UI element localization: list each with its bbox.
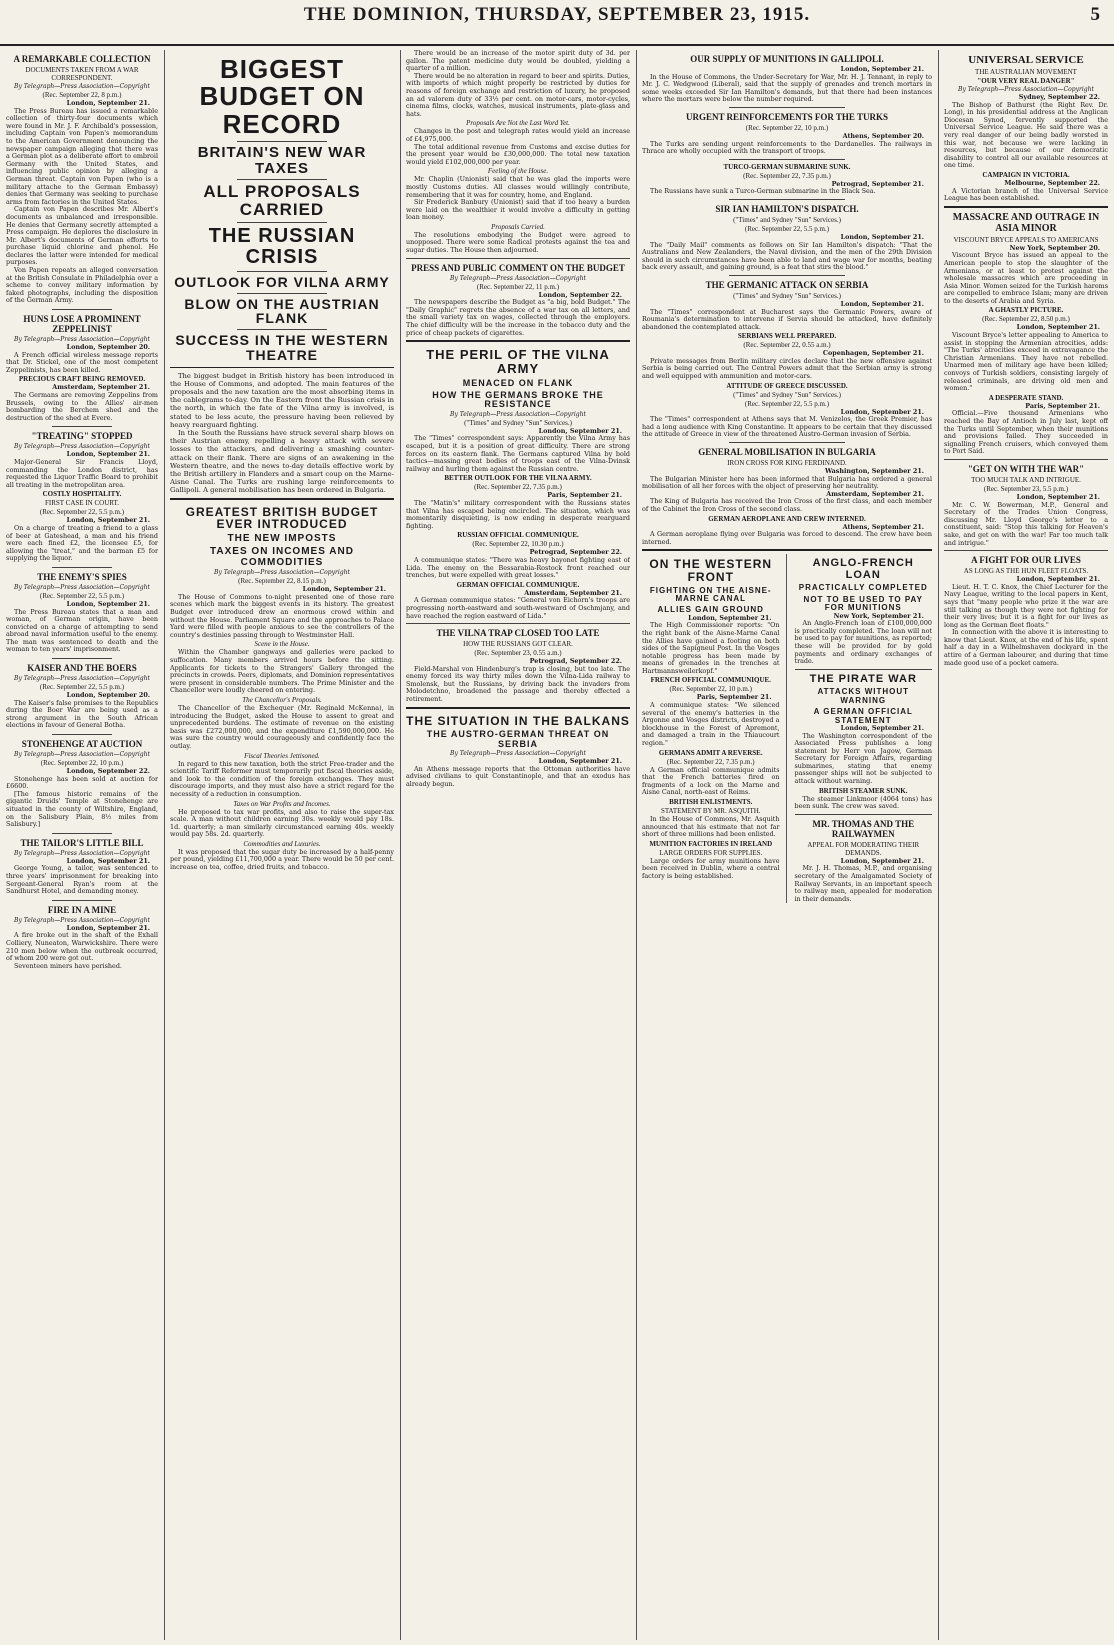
separator [170, 498, 394, 500]
paragraph: [The famous historic remains of the gigantic Druids' Temple at Stonehenge are situated in the county of Wiltshire, England, on the Salisbury Plain, 8½ miles from Salisbury.] [6, 789, 158, 829]
headline: SIR IAN HAMILTON'S DISPATCH. [715, 203, 859, 214]
separator [729, 199, 845, 200]
paragraph: There would be an increase of the motor spirit duty of 3d. per gallon. The patent medicine duty would be doubled, yielding a quarter of a million. [406, 50, 630, 73]
paragraph: A fire broke out in the shaft of the Exhall Colliery, Nuneaton, Warwickshire. There were 210 men below when the outbreak occurred, of whom 200 were got out. [6, 931, 158, 963]
dateline: London, September 22. [538, 290, 622, 299]
received-line: (Rec. September 22, 8.50 p.m.) [982, 315, 1070, 324]
paragraph: Lieut. H. T. C. Knox, the Chief Lecturer for the Navy League, writing to the local papers in Kent, says that "many people who prize it the war are still talking as though they were not fighting for their very lives; but it is a fight for our lives as long as the German fleet floats." [944, 582, 1108, 629]
subheadline: APPEAL FOR MODERATING THEIR DEMANDS. [807, 840, 920, 857]
right-subcolumn [795, 554, 933, 903]
subheadline: A DESPERATE STAND. [988, 393, 1064, 402]
subheadline: AS LONG AS THE HUN FLEET FLOATS. [963, 567, 1089, 576]
separator [237, 293, 327, 294]
headline: BRITAIN'S NEW WAR TAXES [197, 143, 367, 177]
subheadline: THE AUSTRALIAN MOVEMENT [975, 68, 1077, 76]
separator [642, 549, 932, 551]
headline: THE PERIL OF THE VILNA ARMY [426, 347, 610, 376]
dateline: Paris, September 21. [1025, 401, 1100, 410]
subheadline: RUSSIAN OFFICIAL COMMUNIQUE. [457, 531, 579, 540]
separator [237, 179, 327, 180]
headline: THE VILNA TRAP CLOSED TOO LATE [436, 628, 600, 639]
article-remarkable-collection [6, 54, 158, 305]
headline: "GET ON WITH THE WAR" [967, 463, 1085, 474]
received-line: (Rec. September 22, 11 p.m.) [476, 282, 560, 291]
credit-line: By Telegraph—Press Association—Copyright [14, 751, 150, 759]
headline: ON THE WESTERN FRONT [649, 557, 773, 584]
subheadline: BRITISH STEAMER SUNK. [819, 786, 908, 795]
dateline: London, September 21. [840, 65, 924, 73]
paragraph: Field-Marshal von Hindenburg's trap is closing, but too late. The enemy forced its way thirty miles down the Vilna-Lida railway to Smolensk, but the Russians, by driving back the invaders from Molodetchno, broadened the passage and thereby effected a retirement. [406, 664, 630, 704]
summary-body [170, 372, 394, 495]
dateline: London, September 21. [840, 232, 924, 241]
subheadline: IRON CROSS FOR KING FERDINAND. [727, 459, 847, 468]
column-rule [636, 50, 637, 1640]
paragraph: Official.—Five thousand Armenians who reached the Bay of Antioch in July last, kept off the Turks until September, when their munitions and provisions failed. They succeeded in signalling French cruisers, which conveyed them to Port Said. [944, 409, 1108, 456]
credit-line: By Telegraph—Press Association—Copyright [14, 849, 150, 857]
section-heading: Fiscal Theories Jettisoned. [244, 751, 320, 760]
separator [52, 426, 113, 427]
section-heading: Proposals Carried. [491, 222, 545, 231]
subheadline: GERMANS ADMIT A REVERSE. [658, 748, 763, 757]
paragraph: Viscount Bryce's letter appealing to America to assist in stopping the Armenian atrocities, adds: "The Turks' atrocities exceed in extravagance the Christian Armenians. They have not rebelled. Unarmed men of military age have been killed; convoys of Turkish soldiers, consisting largely of released criminals, are driving old men and women." [944, 331, 1108, 393]
subheadline: TURCO-GERMAN SUBMARINE SUNK. [723, 162, 851, 171]
paragraph: The Press Bureau states that a man and woman, of German origin, have been convicted on a charge of attempting to send abroad naval information useful to the enemy. The man was sentenced to death and the woman to ten years' imprisonment. [6, 607, 158, 654]
dateline: London, September 21. [66, 450, 150, 459]
headline: OUTLOOK FOR VILNA ARMY [174, 274, 390, 291]
credit-line: By Telegraph—Press Association—Copyright [14, 916, 150, 924]
paragraph: Changes in the post and telegraph rates would yield an increase of £4,975,000. [406, 127, 630, 143]
credit-line: By Telegraph—Press Association—Copyright [14, 83, 150, 90]
dateline: Paris, September 21. [696, 693, 772, 702]
credit-line: By Telegraph—Press Association—Copyright [214, 569, 350, 577]
credit-line: By Telegraph—Press Association—Copyright [958, 86, 1094, 93]
separator [237, 271, 327, 272]
dateline: London, September 21. [302, 585, 386, 594]
separator [944, 206, 1108, 208]
paragraph: There would be no alteration in regard to beer and spirits. Duties, with imports of which might properly be restricted by duties for reasons of foreign exchange and restriction of luxury, he proposed an ad valorem duty of 33⅓ per cent. on motor-cars, motor-cycles, cinema films, clocks, watches, musical instruments, plate-glass and hats. [406, 71, 630, 118]
dateline: Melbourne, September 22. [1004, 178, 1100, 187]
dateline: London, September 21. [1016, 575, 1100, 584]
separator [795, 814, 933, 815]
paragraph: The biggest budget in British history has been introduced in the House of Commons, and adopted. The main features of the proposals and the new taxation are the most absorbing items in the cablegrams to-day. On the Eastern front the Russian crisis in the north, in which the fate of the Vilna army is involved, is stated to be less acute, the pressure having been relieved by heavy rearguard fighting. [170, 371, 394, 429]
dateline: London, September 21. [66, 923, 150, 932]
subheadline: THE AUSTRO-GERMAN THREAT ON SERBIA [426, 729, 610, 749]
paragraph: It was proposed that the sugar duty be increased by a half-penny per pound, yielding £11,700,000 a year. There would be 50 per cent. increase on tea, coffee, dried fruits, and tobacco. [170, 847, 394, 872]
dateline: New York, September 20. [1009, 243, 1100, 252]
dateline: London, September 21. [840, 723, 924, 732]
paragraph: A German official communique admits that the French batteries fired on fragments of a lock on the Marne and Aisne Canal, north-east of Reims. [642, 765, 780, 797]
credit-line: By Telegraph—Press Association—Copyright [450, 410, 586, 418]
credit-line: By Telegraph—Press Association—Copyright [450, 274, 586, 282]
paragraph: The Chancellor of the Exchequer (Mr. Reginald McKenna), in introducing the Budget, asked the House to assent to great and unprecedented burdens. The estimate of revenue on the existing basis was £272,000,000, and the expenditure £1,590,000,000. He was sure the country would courageously and confidently face the outlay. [170, 703, 394, 750]
paragraph: A communique states: "There was heavy bayonet fighting east of Lida. The enemy on the Bessarabia-Rostock front reached our trenches, but were expelled with great losses." [406, 555, 630, 580]
headline: GENERAL MOBILISATION IN BULGARIA [698, 447, 876, 458]
subheadline: A GERMAN OFFICIAL STATEMENT [813, 707, 913, 725]
subheadline: FIGHTING ON THE AISNE-MARNE CANAL [649, 585, 772, 603]
headline: KAISER AND THE BOERS [27, 663, 137, 674]
masthead [0, 0, 1114, 46]
subheadline: GERMAN AEROPLANE AND CREW INTERNED. [708, 514, 866, 523]
dateline: Athens, September 21. [842, 522, 924, 531]
paragraph: The Washington correspondent of the Associated Press publishes a long statement by Herr von Jagow, German Secretary for Foreign Affairs, regarding submarines, stating that enemy passenger ships will not be subjected to attack without warning. [794, 731, 932, 786]
paragraph: The Bishop of Bathurst (the Right Rev. Dr. Long), in his presidential address at the Anglican Diocesan Synod, fervently supported the Universal Service League. He said there was a very real danger of our being badly worsted in this war, not because we were lacking in resources, but because of our democratic disability to control all our available resources at one time. [944, 100, 1108, 170]
dateline: Petrograd, September 21. [831, 179, 924, 188]
headline: HUNS LOSE A PROMINENT ZEPPELINIST [23, 314, 141, 335]
dateline: London, September 21. [688, 613, 772, 622]
headline: ANGLO-FRENCH LOAN [812, 557, 914, 581]
subheadline: HOW THE GERMANS BROKE THE RESISTANCE [432, 389, 604, 410]
received-line: (Rec. September 22, 0.55 a.m.) [743, 341, 831, 350]
headline: MASSACRE AND OUTRAGE IN ASIA MINOR [952, 211, 1100, 234]
separator [406, 258, 630, 259]
paragraph: The House of Commons to-night presented one of those rare scenes which mark the biggest events in its history. The greatest Budget ever introduced drew an enormous crowd within and without the House. Parliament Square and the approaches to Palace Yard were filled with people anxious to see the controllers of the country's destinies passing through to Westminster Hall. [170, 592, 394, 639]
separator [944, 550, 1108, 551]
headline: FIRE IN A MINE [47, 904, 117, 915]
budget-continued [406, 50, 630, 255]
dateline: Amsterdam, September 21. [524, 588, 622, 597]
separator [52, 833, 113, 834]
paragraph: Mr. Chaplin (Unionist) said that he was glad the imports were mostly Customs duties. All classes would willingly contribute, remembering that it was for country, home, and England. [406, 175, 630, 199]
article-huns-lose [6, 314, 158, 422]
dateline: London, September 22. [66, 767, 150, 776]
column-3 [406, 50, 630, 1638]
received-line: (Rec. September 22, 10 p.m.) [40, 759, 124, 768]
received-line: (Rec. September 22, 5.5 p.m.) [39, 683, 125, 692]
subheadline: ATTACKS WITHOUT WARNING [817, 687, 910, 705]
received-line: (Rec. September 23, 0.55 a.m.) [474, 649, 562, 658]
headline: BLOW ON THE AUSTRIAN FLANK [184, 295, 380, 327]
dateline: Amsterdam, September 21. [52, 383, 150, 392]
paragraph: Large orders for army munitions have been received in Dublin, where a central factory is being established. [642, 856, 780, 880]
separator [729, 442, 845, 443]
received-line: (Rec. September 22, 5.5 p.m.) [39, 591, 125, 600]
separator [52, 658, 113, 659]
masthead-title: THE DOMINION, THURSDAY, SEPTEMBER 23, 1915. [303, 4, 811, 25]
paragraph: Captain von Papen describes Mr. Albert's documents as unbalanced and irresponsible. He denies that Germany secretly attempted a Press campaign. He deplores the disclosure in Mr. Albert's documents of German efforts to purchase liquid chlorine and phenol. He declares the latter were intended for medical purposes. [6, 205, 158, 267]
paragraph: The Kaiser's false promises to the Republics during the Boer War are being used as a strong argument in the South African elections in favour of General Botha. [6, 698, 158, 730]
paragraph: The "Times" correspondent at Athens says that M. Venizelos, the Greek Premier, has had a long audience with King Constantine. It appears to be certain that they discussed the attitude of Greece in view of the threatened Austro-German invasion of Serbia. [642, 415, 932, 439]
dateline: London, September 21. [66, 99, 150, 107]
paragraph: A French official wireless message reports that Dr. Stickel, one of the most competent Zeppelinists, has been killed. [6, 350, 158, 374]
headline: OUR SUPPLY OF MUNITIONS IN GALLIPOLI. [690, 54, 884, 64]
paragraph: A communique states: "We silenced several of the enemy's batteries in the Argonne and Vosges districts, destroyed a blockhouse in the Forest of Apremont, and damaged a train in the Thiaucourt region." [642, 701, 780, 748]
received-line: (Rec. September 22, 7.35 p.m.) [666, 757, 755, 766]
separator [237, 141, 327, 142]
dateline: London, September 20. [66, 343, 150, 352]
separator [795, 669, 933, 670]
section-heading: Feeling of the House. [487, 167, 549, 176]
received-line: (Rec. September 22, 7.35 p.m.) [474, 483, 562, 492]
paragraph: The newspapers describe the Budget as "a big, bold Budget." The "Daily Graphic" regrets the absence of a war tax on all letters, and the small variety tax on wages, collected through the employers. The chief difficulty will be the increase in the tobacco duty and the price of cheap packets of cigarettes. [406, 298, 630, 337]
headline: "TREATING" STOPPED [31, 431, 133, 442]
paragraph: The total additional revenue from Customs and excise duties for the present year would be £30,000,000. The total new taxation would yield £102,000,000 per year. [406, 142, 630, 166]
paragraph: An Athens message reports that the Ottoman authorities have advised civilians to quit Constantinople, and that an exodus has already begun. [406, 764, 630, 788]
headline: THE PIRATE WAR [809, 672, 917, 685]
subheadline: SERBIANS WELL PREPARED. [737, 332, 837, 341]
paragraph: Within the Chamber gangways and galleries were packed to suffocation. Many members arrived hours before the sitting. Applicants for tickets to the Strangers' Gallery thronged the precincts in crowds. Peers, diplomats, and Dominion representatives were present in considerable numbers. The Prime Minister and the Chancellor were loudly cheered on entering. [170, 648, 394, 695]
paragraph: A Victorian branch of the Universal Service League has been established. [944, 186, 1108, 203]
subheadline: COSTLY HOSPITALITY. [42, 490, 122, 499]
separator [729, 107, 845, 108]
article-fire-in-mine [6, 905, 158, 971]
section-heading: Scene in the House. [254, 640, 310, 649]
paragraph: George Young, a tailor, was sentenced to three years' imprisonment for breaking into Sergeant-General Ryan's room at the Sandhurst Hotel, and demanding money. [6, 864, 158, 896]
received-line: (Rec. September 22, 8 p.m.) [42, 91, 122, 99]
paragraph: Von Papen repeats an alleged conversation at the British Consulate in Philadelphia over a scheme to convey military information by faked photographs, including the disposition of the German Army. [6, 266, 158, 305]
dateline: Amsterdam, September 21. [826, 489, 924, 498]
received-line: (Rec. September 22, 5.5 p.m.) [744, 399, 830, 408]
paragraph: Private messages from Berlin military circles declare that the new offensive against Serbia is being carried out. The Central Powers admit that the Serbian army is strong and well equipped with ammunition and motor-cars. [642, 356, 932, 381]
separator [729, 159, 845, 160]
paragraph: The Germans are removing Zeppelins from Brussels, owing to the Allies' air-men bombarding the Berchem shed and the destruction of the shed at Evere. [6, 391, 158, 422]
dateline: London, September 21. [1016, 492, 1100, 501]
paragraph: In the House of Commons, the Under-Secretary for War, Mr. H. J. Tennant, in reply to Mr. J. C. Wedgwood (Liberal), said that the supply of grenades and trench mortars in some weeks exceeded Sir Ian Hamilton's demands, but that there had been instances where the mortars were below the number required. [642, 72, 932, 104]
separator [406, 707, 630, 709]
paragraph: On a charge of treating a friend to a glass of beer at Gateshead, a man and his friend were each fined £2, the licensee £5, for allowing the "treat," and the barman £5 for supplying the liquor. [6, 523, 158, 563]
credit-line: By Telegraph—Press Association—Copyright [14, 583, 150, 591]
page-number: 5 [1090, 4, 1100, 25]
headline: THE ENEMY'S SPIES [37, 571, 127, 582]
subheadline: MUNITION FACTORIES IN IRELAND [649, 839, 773, 848]
column-rule [938, 50, 939, 1640]
separator [406, 623, 630, 624]
column-2 [170, 50, 394, 1638]
paragraph: The Press Bureau has issued a remarkable collection of thirty-four documents which were found in Mr. J. F. Archibald's possession, including Captain von Papen's memorandum to the American Government denouncing the newspaper campaign alleging that there was a German plot as a deliberate effort to embroil Germany with the United States, and influencing public opinion by alleging a German threat. Captain von Papen (who is a military attache to the German Embassy) denies that Germany was seeking to purchase arms from factories in the United States. [6, 106, 158, 206]
dateline: London, September 21. [538, 426, 622, 435]
services-line: ("Times" and Sydney "Sun" Services.) [464, 418, 572, 427]
dateline: Petrograd, September 22. [529, 657, 622, 666]
dateline: London, September 20. [66, 691, 150, 700]
paragraph: Mr. J. H. Thomas, M.P., and organising secretary of the Amalgamated Society of Railway Servants, in an important speech to railway men, appealed for moderation in their demands. [794, 864, 932, 903]
separator [52, 734, 113, 735]
services-line: ("Times" and Sydney "Sun" Services.) [733, 215, 841, 224]
separator [944, 459, 1108, 460]
paragraph: The King of Bulgaria has received the Iron Cross of the first class, and each member of the Cabinet the Iron Cross of the second class. [642, 497, 932, 513]
subheadline: MENACED ON FLANK [462, 377, 574, 388]
budget-headline-block [170, 56, 394, 368]
paragraph: Mr. C. W. Bowerman, M.P., General and Secretary of the Trades Union Congress, discussing Mr. Lloyd George's letter to a constituent, said: "Stop this talking for Heaven's sake, and get on with the war! Far too much talk and intrigue." [944, 500, 1108, 547]
headline: PRESS AND PUBLIC COMMENT ON THE BUDGET [411, 262, 625, 273]
dateline: London, September 21. [840, 856, 924, 865]
separator [406, 340, 630, 342]
paragraph: The Turks are sending urgent reinforcements to the Dardanelles. The railways in Thrace are wholly occupied with the transport of troops. [642, 139, 932, 156]
dateline: Copenhagen, September 21. [822, 349, 924, 358]
paragraph: A German communique states: "General von Eichorn's troops are progressing north-eastward and south-westward of Oschmjany, and have reached the region eastward of Lida." [406, 596, 630, 620]
received-line: (Rec. September 22, 5.5 p.m.) [39, 508, 125, 517]
headline: THE GERMANIC ATTACK ON SERBIA [705, 279, 869, 290]
paragraph: An Anglo-French loan of £100,000,000 is practically completed. The loan will not be used to pay for munitions, as reported; these will be provided for by gold payments and ordinary exchanges of trade. [794, 619, 932, 666]
paragraph: Sir Frederick Banbury (Unionist) said that if too heavy a burden were laid on the wealthier it would involve a difficulty in getting loan money. [406, 198, 630, 222]
separator [52, 309, 113, 310]
lower-split [642, 554, 932, 903]
dateline: London, September 21. [66, 856, 150, 865]
column-4 [642, 50, 932, 1638]
headline: THE SITUATION IN THE BALKANS [406, 713, 630, 728]
article-treating-stopped [6, 431, 158, 563]
paragraph: The Bulgarian Minister here has been informed that Bulgaria has ordered a general mobilisation of all her forces with the object of preserving her neutrality. [642, 474, 932, 491]
subheadline: NOT TO BE USED TO PAY FOR MUNITIONS [803, 594, 923, 613]
headline: A REMARKABLE COLLECTION [13, 54, 151, 64]
paragraph: In connection with the above it is interesting to know that Lieut. Knox, at the end of his life, spent half a day in a Wilhelmshaven dockyard in the attire of a German labourer, and during that time made good use of a pocket camera. [944, 628, 1108, 667]
separator [52, 567, 113, 568]
received-line: (Rec. September 22, 10 p.m.) [669, 685, 752, 694]
paragraph: The "Matin's" military correspondent with the Russians states that Vilna has escaped being encircled. The situation, which was momentarily disquieting, is now ending in desperate rearguard fighting. [406, 498, 630, 530]
column-rule [400, 50, 401, 1640]
services-line: ("Times" and Sydney "Sun" Services.) [733, 291, 841, 300]
subheadline: THE NEW IMPOSTS [227, 532, 337, 544]
dateline: Sydney, September 22. [1018, 93, 1100, 101]
received-line: (Rec. September 22, 10.30 p.m.) [472, 540, 564, 549]
paragraph: Major-General Sir Francis Lloyd, commanding the London district, has requested the Liquor Traffic Board to prohibit all treating in the metropolitan area. [6, 457, 158, 489]
paragraph: Viscount Bryce has issued an appeal to the American people to stop the slaughter of the Armenians, or at least to protest against the wholesale massacres which are proceeding in Asia Minor. Women seized for the Turkish harems are compelled to embrace Islam; many are driven to the deserts of Arabia and Syria. [944, 251, 1108, 305]
subheadline: VISCOUNT BRYCE APPEALS TO AMERICANS [953, 235, 1099, 244]
dateline: London, September 21. [66, 599, 150, 608]
article-enemy-spies [6, 572, 158, 654]
paragraph: Seventeen miners have perished. [14, 961, 122, 970]
section-heading: Commodities and Luxuries. [243, 839, 321, 848]
subheadline: ATTITUDE OF GREECE DISCUSSED. [726, 381, 848, 390]
headline: SUCCESS IN THE WESTERN THEATRE [175, 332, 389, 363]
section-heading: Proposals Are Not the Last Word Yet. [466, 119, 570, 128]
separator [237, 222, 327, 223]
dateline: Petrograd, September 22. [529, 548, 622, 557]
main-headline: BIGGEST BUDGET ON RECORD [199, 54, 365, 139]
subheadline: ALLIES GAIN GROUND [657, 605, 764, 615]
subheadline: BRITISH ENLISTMENTS. [669, 798, 753, 807]
dateline: Paris, September 21. [547, 491, 622, 500]
dateline: London, September 21. [840, 407, 924, 416]
headline: THE TAILOR'S LITTLE BILL [20, 837, 144, 848]
column-rule [164, 50, 165, 1640]
dateline: London, September 21. [1016, 323, 1100, 332]
paragraph: In the House of Commons, Mr. Asquith announced that his estimate that not far short of three millions had been enlisted. [642, 815, 780, 839]
subheadline: FRENCH OFFICIAL COMMUNIQUE. [650, 676, 771, 685]
article-tailors-bill [6, 838, 158, 896]
section-heading: Taxes on War Profits and Incomes. [233, 799, 331, 808]
paragraph: The steamer Linkmoor (4064 tons) has been sunk. The crew was saved. [794, 794, 932, 811]
headline: GREATEST BRITISH BUDGET EVER INTRODUCED [185, 504, 379, 532]
credit-line: By Telegraph—Press Association—Copyright [450, 750, 586, 758]
subheadline: A GHASTLY PICTURE. [988, 306, 1064, 315]
paragraph: Stonehenge has been sold at auction for £6600. [6, 774, 158, 791]
subheadline: CAMPAIGN IN VICTORIA. [982, 170, 1070, 179]
paragraph: A German aeroplane flying over Bulgaria was forced to descend. The crew have been interned. [642, 530, 932, 546]
paragraph: The "Daily Mail" comments as follows on Sir Ian Hamilton's dispatch: "That the Australians and New Zealanders, the Naval division, and the men of the 29th Division should in such circumstances have been able to land and wage war for months, beating back every assault, and gaining ground, is a feat that stirs the blood." [642, 240, 932, 272]
headline: STONEHENGE AT AUCTION [21, 739, 143, 750]
received-line: (Rec. September 23, 5.5 p.m.) [983, 484, 1069, 493]
headline: ALL PROPOSALS CARRIED [203, 182, 361, 220]
subheadline: BETTER OUTLOOK FOR THE VILNA ARMY. [444, 474, 592, 483]
separator [52, 900, 113, 901]
subheadline: PRECIOUS CRAFT BEING REMOVED. [18, 375, 146, 384]
subheadline: LARGE ORDERS FOR SUPPLIES. [659, 848, 763, 857]
dateline: London, September 21. [66, 516, 150, 525]
credit-line: By Telegraph—Press Association—Copyright [14, 336, 150, 344]
headline: URGENT REINFORCEMENTS FOR THE TURKS [685, 111, 889, 122]
subheadline: "OUR VERY REAL DANGER" [977, 77, 1075, 85]
dateline: London, September 21. [538, 757, 622, 766]
subheadline: DOCUMENTS TAKEN FROM A WAR CORRESPONDENT. [25, 66, 139, 82]
headline: A FIGHT FOR OUR LIVES [971, 555, 1081, 566]
headline: UNIVERSAL SERVICE [968, 54, 1084, 66]
received-line: (Rec. September 22, 10 p.m.) [745, 123, 829, 132]
dateline: Athens, September 20. [842, 131, 924, 140]
subheadline: TOO MUCH TALK AND INTRIGUE. [971, 475, 1081, 484]
paragraph: The Russians have sunk a Turco-German submarine in the Black Sea. [650, 187, 876, 196]
subheadline: GERMAN OFFICIAL COMMUNIQUE. [456, 580, 580, 589]
paragraph: In regard to this new taxation, both the strict Free-trader and the scientific Tariff Reformer must temporarily put fiscal theories aside, and look to the condition of the foreign exchanges. They must discourage imports, and they must also have a strict regard for the necessity of a reduction in consumption. [170, 759, 394, 798]
credit-line: By Telegraph—Press Association—Copyright [14, 675, 150, 683]
headline: MR. THOMAS AND THE RAILWAYMEN [812, 818, 915, 839]
dateline: London, September 21. [840, 299, 924, 308]
received-line: (Rec. September 22, 7.35 p.m.) [743, 171, 831, 180]
subheadline: HOW THE RUSSIANS GOT CLEAR. [463, 640, 573, 649]
paragraph: He proposed to tax war profits, and also to raise the super-tax scale. A man without children earning 30s. weekly would pay 18s. 1d. quarterly; a man similarly circumstanced earning 40s. weekly would pay 58s. 2d. quarterly. [170, 807, 394, 839]
section-heading: The Chancellor's Proposals. [242, 695, 322, 704]
services-line: ("Times" and Sydney "Sun" Services.) [733, 390, 841, 399]
article-kaiser-boers [6, 663, 158, 730]
received-line: (Rec. September 22, 8.15 p.m.) [238, 577, 326, 586]
headline: THE RUSSIAN CRISIS [208, 225, 356, 269]
subheadline: FIRST CASE IN COURT. [45, 499, 119, 508]
paragraph: The "Times" correspondent at Bucharest says the Germanic Powers, aware of Roumania's determination to intervene if Servia should be attacked, have definitely abandoned the contemplated attack. [642, 307, 932, 331]
subheadline: STATEMENT BY MR. ASQUITH. [660, 807, 761, 816]
column-1 [6, 50, 158, 1638]
paragraph: The High Commissioner reports: "On the right bank of the Aisne-Marne Canal the Allies have gained a footing on both sides of the Sapigneul Post. In the Vosges notable progress has been made by means of grenades in the trenches at Hartmannsweilerkopf." [642, 621, 780, 675]
subheadline: TAXES ON INCOMES AND COMMODITIES [210, 546, 354, 568]
article-stonehenge [6, 739, 158, 829]
separator [729, 275, 845, 276]
subheadline: PRACTICALLY COMPLETED [798, 583, 928, 593]
paragraph: The "Times" correspondent says: Apparently the Vilna Army has escaped, but it is a position of great difficulty. There are strong forces on its eastern flank. The Germans captured Vilna by bold tactics—massing great bodies of troops east of the Vilna-Dvinsk railway and hurling them against the Russian centre. [406, 434, 630, 473]
received-line: (Rec. September 22, 5.5 p.m.) [744, 224, 830, 233]
separator [237, 329, 327, 330]
paragraph: In the South the Russians have struck several sharp blows on their Austrian enemy, repelling a heavy attack with severe losses to the attackers, and delivering a smashing counter-attack on their flank. There are signs of an awakening in the Western theatre, and the news to-day details effective work by the British artillery in Flanders and a smart coup on the Marne-Aisne Canal. The Turks are rushing large reinforcements to Gallipoli. A general mobilisation has been ordered in Bulgaria. [170, 428, 394, 495]
column-5 [944, 50, 1108, 1638]
credit-line: By Telegraph—Press Association—Copyright [14, 443, 150, 451]
paragraph: The resolutions embodying the Budget were agreed to unopposed. There were some Radical protests against the tea and sugar duties. The House then adjourned. [406, 230, 630, 255]
budget-article-body [170, 594, 394, 872]
western-front-column [642, 554, 787, 903]
dateline: Washington, September 21. [824, 467, 924, 476]
dateline: New York, September 21. [833, 611, 924, 620]
